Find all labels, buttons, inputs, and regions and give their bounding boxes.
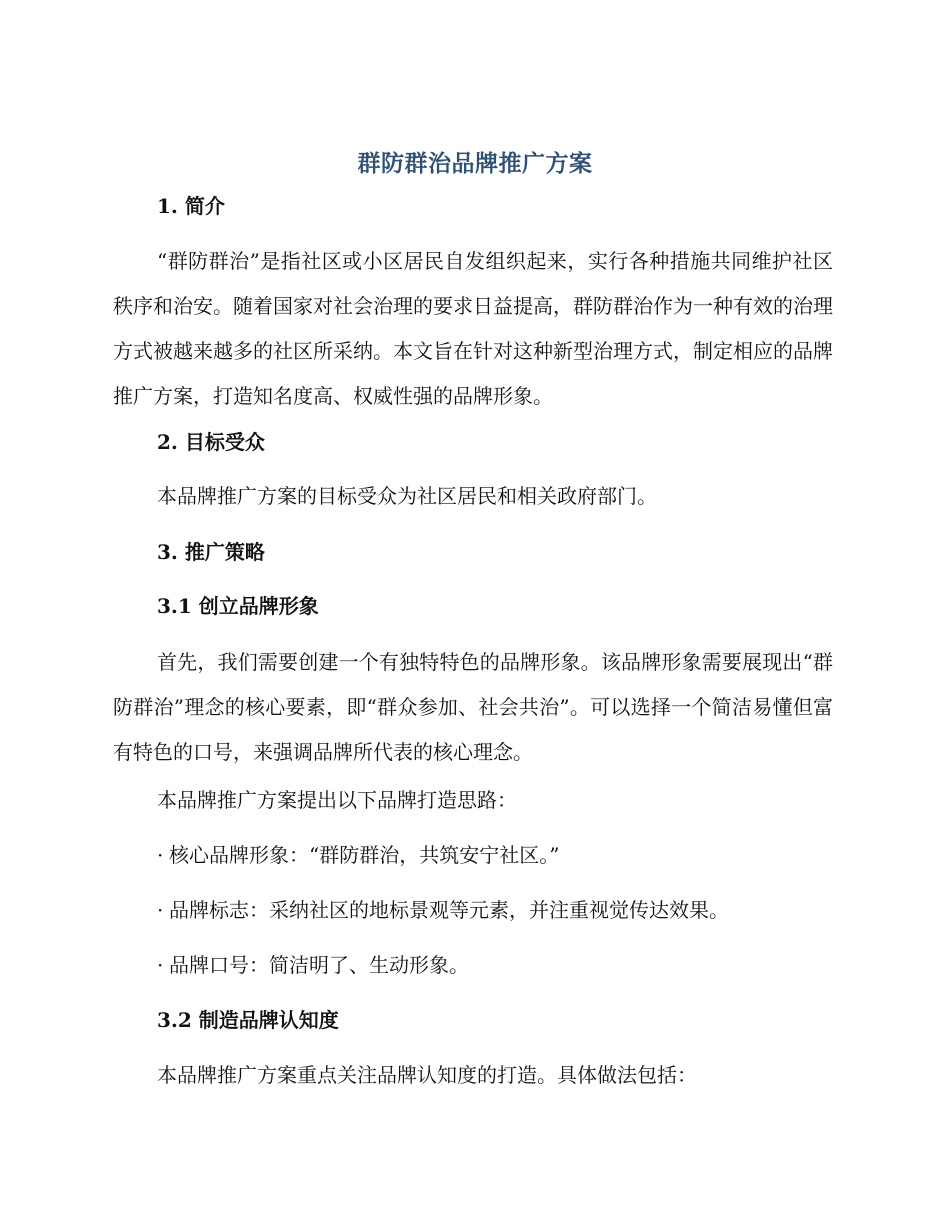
bullet-marker: ·	[157, 953, 164, 977]
document-title: 群防群治品牌推广方案	[357, 151, 593, 177]
bullet-text: 核心品牌形象：“群防群治，共筑安宁社区。”	[169, 843, 560, 867]
bullet-item	[157, 950, 469, 980]
bullet-marker: ·	[157, 843, 164, 867]
section-1-heading: 1. 简介	[157, 194, 225, 218]
bullet-text: 品牌口号：简洁明了、生动形象。	[169, 953, 469, 977]
section-2-paragraph: 本品牌推广方案的目标受众为社区居民和相关政府部门。	[157, 484, 657, 508]
section-3-2-paragraph: 本品牌推广方案重点关注品牌认知度的打造。具体做法包括：	[157, 1063, 697, 1087]
section-3-heading: 3. 推广策略	[157, 540, 265, 564]
bullet-item	[157, 840, 559, 870]
section-2-heading: 2. 目标受众	[157, 430, 265, 454]
bullet-item	[157, 895, 729, 925]
section-1-paragraph: “群防群治”是指社区或小区居民自发组织起来，实行各种措施共同维护社区秩序和治安。随着国家对社会治理的要求日益提高，群防群治作为一种有效的治理方式被越来越多的社区所采纳。本文旨在针对这种新型治理方式，制定相应的品牌推广方案，打造知名度高、权威性强的品牌形象。	[113, 249, 833, 408]
section-3-2-heading: 3.2 制造品牌认知度	[157, 1008, 339, 1032]
section-3-1-paragraph: 首先，我们需要创建一个有独特特色的品牌形象。该品牌形象需要展现出“群防群治”理念的核心要素，即“群众参加、社会共治”。可以选择一个简洁易懂但富有特色的口号，来强调品牌所代表的核心理念。	[113, 650, 833, 764]
section-3-1-heading: 3.1 创立品牌形象	[157, 594, 319, 618]
section-3-1-intro: 本品牌推广方案提出以下品牌打造思路：	[157, 788, 517, 812]
bullet-text: 品牌标志：采纳社区的地标景观等元素，并注重视觉传达效果。	[169, 898, 729, 922]
bullet-marker: ·	[157, 898, 164, 922]
